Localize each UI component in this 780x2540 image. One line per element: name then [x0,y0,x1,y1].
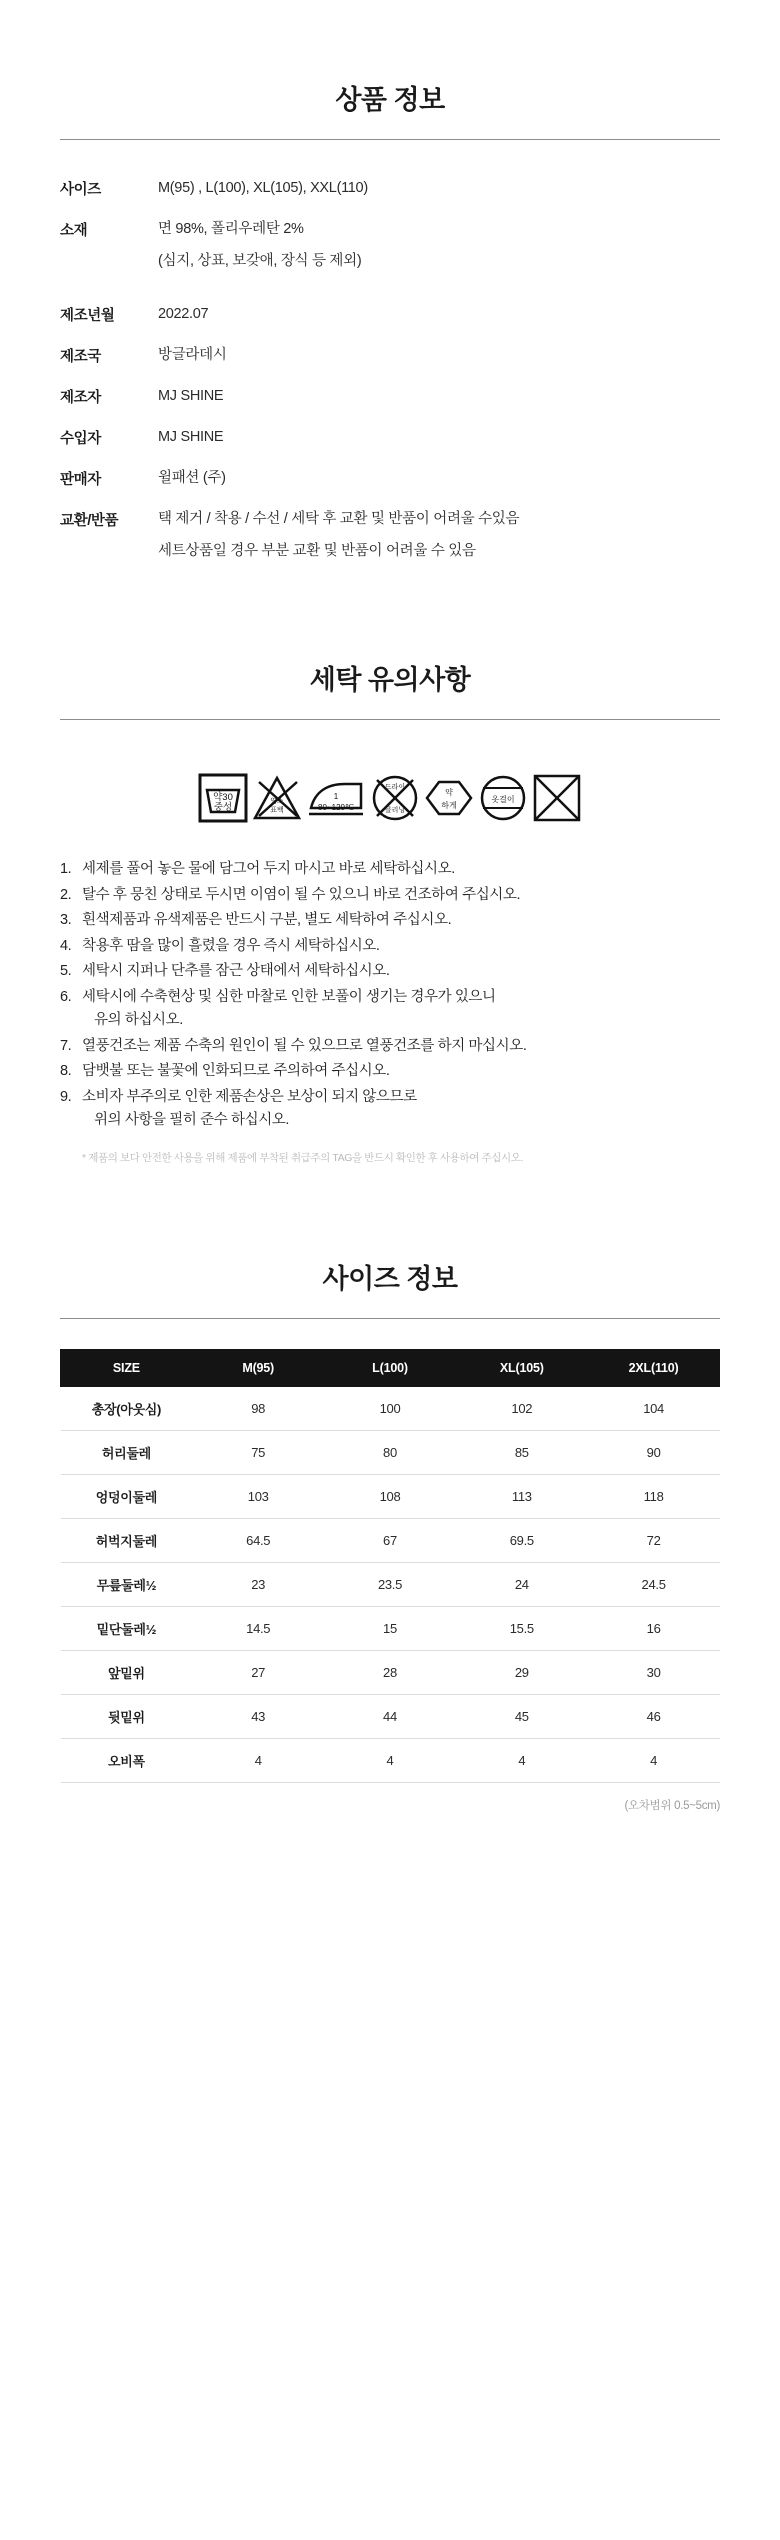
no-dryclean-icon [369,772,421,824]
row-value [158,417,720,458]
cell-value: 108 [324,1475,456,1519]
row-value [158,168,720,209]
list-item [60,909,720,932]
list-item-label: 세제를 풀어 놓은 물에 담그어 두지 마시고 바로 세탁하십시오. [82,861,455,878]
list-item-label: 세탁시 지퍼나 단추를 잠근 상태에서 세탁하십시오. [82,963,390,980]
row-value [158,376,720,417]
cell-value: 14.5 [192,1607,324,1651]
iron-80-120-icon [305,772,367,824]
cell-value: 75 [192,1431,324,1475]
table-row [60,376,720,417]
list-item [60,960,720,983]
column-header-2xl: 2XL(110) [588,1350,720,1387]
svg-text:드라이: 드라이 [384,784,406,792]
column-header-l: L(100) [324,1350,456,1387]
row-value-text: 2022.07 [158,306,209,323]
svg-text:80~120℃: 80~120℃ [318,803,354,813]
list-item-number: 1. [60,861,72,878]
svg-text:중성: 중성 [213,802,233,814]
list-item-number: 5. [60,963,72,980]
cell-value: 98 [192,1387,324,1431]
table-row [60,282,720,335]
svg-text:1: 1 [333,792,339,802]
cell-value: 67 [324,1519,456,1563]
page-title-washing: 세탁 유의사항 [309,665,471,696]
row-label: 교환/반품 [60,513,119,530]
row-value-text: 방글라데시 [158,347,227,364]
cell-value: 43 [192,1695,324,1739]
divider [60,1318,720,1319]
list-item-label: 흰색제품과 유색제품은 반드시 구분, 별도 세탁하여 주십시오. [82,912,452,929]
cell-value: 103 [192,1475,324,1519]
svg-text:표백: 표백 [270,807,284,815]
page-title-size-info: 사이즈 정보 [322,1264,458,1295]
list-item-number: 3. [60,912,72,929]
row-label: 수입자 [60,431,101,448]
cell-value: 104 [588,1387,720,1431]
row-label: 무릎둘레½ [61,1563,193,1607]
row-label: 허리둘레 [61,1431,193,1475]
list-item-number: 9. [60,1088,72,1105]
list-item-number: 6. [60,988,72,1005]
table-row [61,1431,720,1475]
row-label: 판매자 [60,472,101,489]
table-row [60,458,720,499]
cell-value: 100 [324,1387,456,1431]
divider [60,719,720,720]
row-value [158,458,720,499]
list-item-label: 담뱃불 또는 불꽃에 인화되므로 주의하여 주십시오. [82,1063,390,1080]
cell-value: 118 [588,1475,720,1519]
row-value [158,209,720,282]
table-row [60,499,720,572]
table-row [61,1519,720,1563]
row-label: 제조자 [60,390,101,407]
list-item-number: 4. [60,937,72,954]
product-info-table [60,168,720,572]
wash-tub-30-neutral-icon [197,772,249,824]
table-row [60,417,720,458]
divider [60,139,720,140]
row-value-text: MJ SHINE [158,429,224,446]
row-label: 뒷밑위 [61,1695,193,1739]
row-value [158,499,720,572]
cell-value: 23.5 [324,1563,456,1607]
cell-value: 64.5 [192,1519,324,1563]
list-item-label: 소비자 부주의로 인한 제품손상은 보상이 되지 않으므로 [82,1088,417,1105]
cell-value: 113 [456,1475,588,1519]
table-row [61,1563,720,1607]
cell-value: 24 [456,1563,588,1607]
table-row [61,1651,720,1695]
table-row [60,168,720,209]
table-header-row [61,1350,720,1387]
row-label: 소재 [60,223,88,240]
row-value-text: 윌패션 (주) [158,470,226,487]
row-value-subtext: 세트상품일 경우 부분 교환 및 반품이 어려울 수 있음 [158,543,476,560]
svg-text:옷걸이: 옷걸이 [491,795,515,805]
cell-value: 80 [324,1431,456,1475]
row-label: 밑단둘레½ [61,1607,193,1651]
cell-value: 69.5 [456,1519,588,1563]
no-bleach-icon [251,772,303,824]
list-item-label-cont: 위의 사항을 필히 준수 하십시오. [94,1112,290,1128]
list-item [60,1035,720,1058]
row-label: 오비폭 [61,1739,193,1783]
row-label: 엉덩이둘레 [61,1475,193,1519]
list-item-number: 7. [60,1037,72,1054]
row-value-text: 면 98%, 폴리우레탄 2% [158,221,304,238]
row-label: 사이즈 [60,182,101,198]
list-item-label-cont: 유의 하십시오. [94,1012,183,1029]
cell-value: 29 [456,1651,588,1695]
list-item-label: 열풍건조는 제품 수축의 원인이 될 수 있으므로 열풍건조를 하지 마십시오. [82,1037,527,1054]
gentle-wring-icon [423,772,475,824]
page-title-product-info: 상품 정보 [335,85,445,115]
cell-value: 16 [588,1607,720,1651]
cell-value: 15 [324,1607,456,1651]
list-item-number: 2. [60,886,72,903]
list-item [60,935,720,958]
cell-value: 46 [588,1695,720,1739]
table-row [61,1739,720,1783]
size-tolerance-note: (오차범위 0.5~5cm) [624,1800,720,1813]
cell-value: 45 [456,1695,588,1739]
cell-value: 44 [324,1695,456,1739]
cell-value: 28 [324,1651,456,1695]
row-value-text: 택 제거 / 착용 / 수선 / 세탁 후 교환 및 반품이 어려울 수있음 [158,511,520,528]
cell-value: 15.5 [456,1607,588,1651]
row-label: 허벅지둘레 [61,1519,193,1563]
cell-value: 4 [324,1739,456,1783]
list-item-label: 세탁시에 수축현상 및 심한 마찰로 인한 보풀이 생기는 경우가 있으니 [82,988,496,1005]
row-value [158,282,720,335]
cell-value: 4 [456,1739,588,1783]
table-row [60,209,720,282]
svg-text:염소: 염소 [270,798,284,806]
column-header-size: SIZE [61,1350,193,1387]
row-label: 총장(아웃심) [61,1387,193,1431]
list-item [60,986,720,1033]
cell-value: 24.5 [588,1563,720,1607]
cell-value: 27 [192,1651,324,1695]
list-item [60,858,720,881]
list-item-number: 8. [60,1063,72,1080]
table-row [61,1475,720,1519]
flat-dry-shade-icon [477,772,529,824]
column-header-m: M(95) [192,1350,324,1387]
table-row [61,1607,720,1651]
svg-text:하게: 하게 [441,801,457,811]
row-value-subtext: (심지, 상표, 보갖애, 장식 등 제외) [158,253,362,270]
washing-symbols [60,762,720,824]
washing-footnote: * 제품의 보다 안전한 사용을 위해 제품에 부착된 취급주의 TAG을 반드시 확인한 후 사용하여 주십시오. [82,1152,524,1165]
cell-value: 85 [456,1431,588,1475]
row-label: 제조국 [60,349,101,366]
product-info-section [0,0,780,572]
size-info-section [0,1165,780,1813]
row-label: 제조년월 [60,308,115,325]
row-value-text: M(95) , L(100), XL(105), XXL(110) [158,180,368,196]
svg-text:약: 약 [445,788,453,798]
table-row [60,335,720,376]
size-table [60,1349,720,1783]
cell-value: 102 [456,1387,588,1431]
cell-value: 23 [192,1563,324,1607]
cell-value: 4 [588,1739,720,1783]
list-item [60,1060,720,1083]
washing-instructions-list [60,858,720,1132]
cell-value: 30 [588,1651,720,1695]
list-item [60,884,720,907]
row-value-text: MJ SHINE [158,388,224,405]
list-item [60,1086,720,1133]
no-tumble-dry-icon [531,772,583,824]
table-row [61,1695,720,1739]
table-row [61,1387,720,1431]
cell-value: 72 [588,1519,720,1563]
svg-text:클리닝: 클리닝 [384,807,406,815]
cell-value: 90 [588,1431,720,1475]
row-value [158,335,720,376]
list-item-label: 탈수 후 뭉친 상태로 두시면 이염이 될 수 있으니 바로 건조하여 주십시오. [82,886,521,903]
washing-section [0,572,780,1165]
list-item-label: 착용후 땀을 많이 흘렸을 경우 즉시 세탁하십시오. [82,937,380,954]
svg-text:약30: 약30 [213,792,233,804]
column-header-xl: XL(105) [456,1350,588,1387]
row-label: 앞밑위 [61,1651,193,1695]
cell-value: 4 [192,1739,324,1783]
